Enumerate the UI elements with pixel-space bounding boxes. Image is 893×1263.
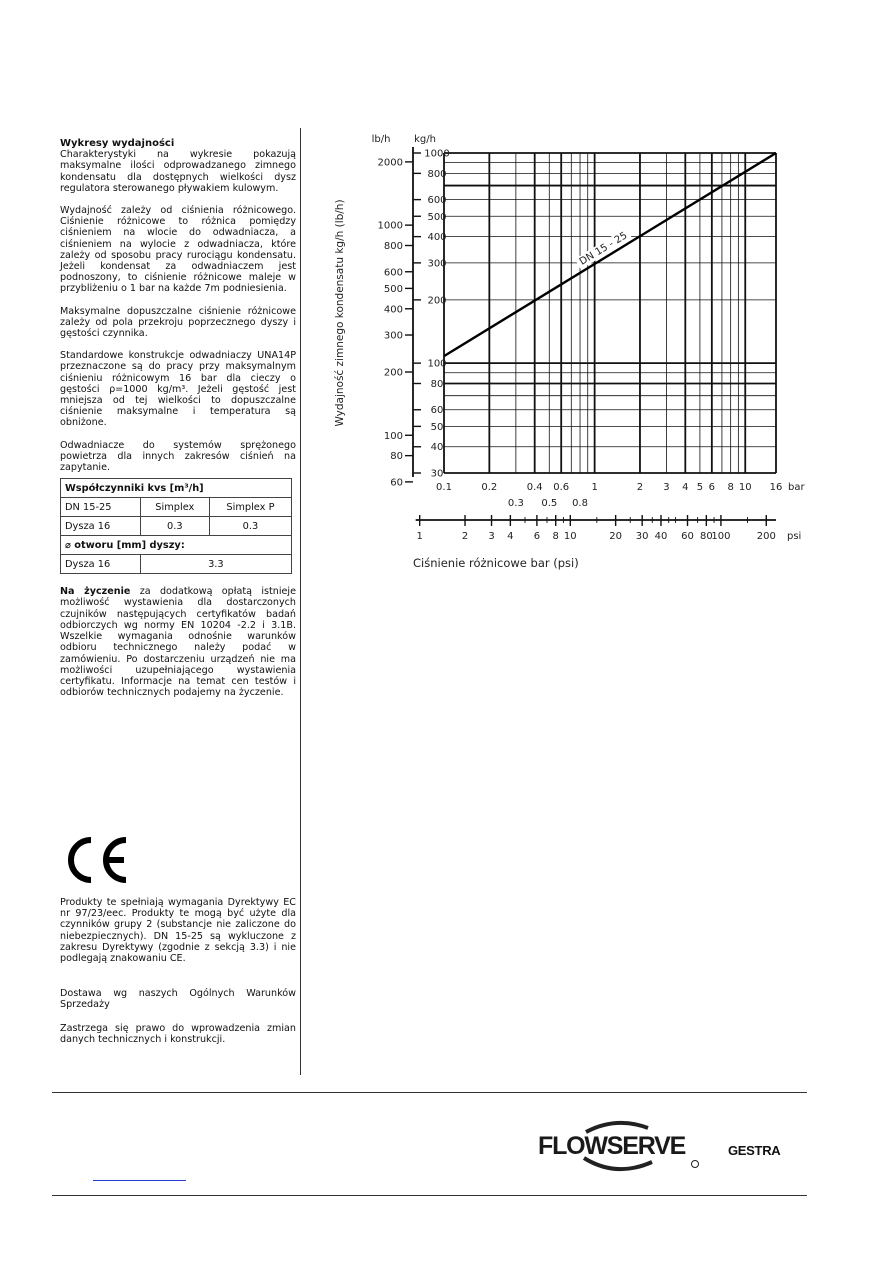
flowserve-wordmark: FLOWSERVE [538,1132,686,1160]
intro-text: Charakterystyki na wykresie pokazują maksymalne ilości odprowadzanego zimnego kondensatu dla dostępnych wielkości dysz regulatora sterowanego pływakiem kulowym. [60,149,296,194]
kgh-tick-label: 600 [427,195,447,207]
kgh-tick-label: 200 [427,295,447,307]
kv-simplex-value: 0.3 [140,517,209,536]
lbh-tick-label: 400 [383,304,403,316]
psi-tick-label: 10 [563,531,577,542]
psi-tick-label: 6 [533,531,541,542]
bar-tick-label: 0.2 [481,482,498,493]
psi-tick-label: 60 [681,531,694,542]
gestra-wordmark: GESTRA [728,1143,781,1158]
kgh-unit-label: kg/h [414,134,436,145]
kgh-tick-label: 40 [430,442,444,454]
series-line [444,153,776,356]
bar-tick-label: 0.6 [553,482,570,493]
delivery-text: Dostawa wg naszych Ogólnych Warunków Sprzedaży [60,988,296,1011]
bar-tick-label: 3 [663,482,670,493]
kgh-tick-label: 60 [430,405,444,417]
ce-text: Produkty te spełniają wymagania Dyrektywy EC nr 97/23/eec. Produkty te mogą być użyte dla czynników grupy 2 (substancje nie zaliczone do niebezpiecznych). DN 15-25 są wykluczone z zakresu Dyrektywy (zgodnie z sekcją 3.3) i nie podlegają znakowaniu CE. [60,897,296,965]
psi-tick-label: 3 [488,531,495,542]
psi-tick-label: 40 [654,531,668,542]
bar-tick-label: 10 [738,482,752,493]
chart-grid [405,147,776,526]
kgh-tick-label: 1000 [424,148,450,160]
lbh-tick-label: 60 [390,477,403,489]
bar-tick-label: 5 [696,482,704,493]
lbh-tick-label: 500 [383,283,403,295]
capacity-paragraph: Wydajność zależy od ciśnienia różnicowego. Ciśnienie różnicowe to różnica pomiędzy ciśnieniem na wlocie do odwadniacza, a ciśnieniem na wylocie z odwadniacza, które zależy od sposobu pracy rurociągu kondensatu. Jeżeli kondensat za odwadniaczem jest podnoszony, to ciśnienie różnicowe maleje w przybliżeniu o 1 bar na każde 7m podniesienia. [60,205,296,295]
request-bold: Na życzenie [60,586,131,598]
psi-tick-label: 100 [711,531,731,542]
kgh-tick-label: 50 [430,421,444,433]
lbh-tick-label: 100 [383,430,403,442]
compressed-air-paragraph: Odwadniacze do systemów sprężonego powietrza dla innych zakresów ciśnień na zapytanie. [60,439,296,474]
kv-col-simplex-p: Simplex P [209,498,291,517]
diameter-title: ⌀ otworu [mm] dyszy: [61,536,292,555]
request-paragraph [60,586,296,698]
lbh-tick-label: 300 [383,330,403,342]
capacity-chart [325,125,825,589]
kgh-tick-label: 500 [427,211,447,223]
psi-tick-label: 30 [635,531,649,542]
bar-tick-label: 4 [682,482,689,493]
psi-tick-label: 2 [461,531,469,542]
kgh-tick-label: 800 [427,168,447,180]
y-axis-title: Wydajność zimnego kondensatu kg/h (lb/h) [334,199,346,427]
series-label: DN 15 - 25 [577,230,630,268]
psi-tick-label: 200 [756,531,776,542]
intro-paragraph [60,138,296,194]
bar-tick-label: 8 [727,482,734,493]
bar-tick-label-lower: 0.5 [541,498,558,509]
bar-tick-label-lower: 0.3 [507,498,524,509]
kv-simplex-p-value: 0.3 [209,517,291,536]
chart-svg [325,125,825,585]
column-divider [300,128,301,1075]
section-title: Wykresy wydajności [60,138,175,149]
psi-tick-label: 1 [416,531,423,542]
kgh-tick-label: 30 [430,468,444,480]
request-text: za dodatkową opłatą istnieje możliwość wystawienia dla dostarczonych czujników następujących certyfikatów badań odbiorczych wg normy EN 10204 -2.2 i 3.1B. Wszelkie wymagania odnośnie warunków odbioru technicznego należy podać w zamówieniu. Po dostarczeniu urządzeń nie ma możliwości uzupełniającego wystawienia certyfikatu. Informacje na temat cen testów i odbiorów technicznych podajemy na życzenie. [60,586,296,699]
psi-tick-label: 8 [552,531,559,542]
kv-table [60,478,292,574]
kgh-tick-label: 80 [430,378,444,390]
psi-unit-label: psi [787,531,802,542]
psi-tick-label: 80 [699,531,713,542]
psi-tick-label: 20 [609,531,623,542]
lbh-tick-label: 200 [383,367,403,379]
bar-tick-label: 0.4 [526,482,543,493]
ce-mark-icon [62,834,130,890]
footer-top-rule [52,1092,807,1093]
kgh-tick-label: 300 [427,258,447,270]
lbh-tick-label: 80 [390,451,403,463]
kv-col-dn: DN 15-25 [61,498,141,517]
lbh-tick-label: 800 [383,241,403,253]
flowserve-logo [536,1118,706,1182]
x-axis-title: Ciśnienie różnicowe bar (psi) [413,556,579,570]
bar-tick-label: 6 [708,482,716,493]
reserve-text: Zastrzega się prawo do wprowadzenia zmian danych technicznych i konstrukcji. [60,1022,296,1045]
kgh-tick-label: 400 [427,232,447,244]
bar-tick-label: 2 [636,482,644,493]
psi-tick-label: 4 [507,531,514,542]
bar-tick-label: 0.1 [436,482,452,493]
chart-series-group [444,153,776,356]
standard-design-paragraph: Standardowe konstrukcje odwadniaczy UNA14P przeznaczone są do pracy przy maksymalnym ciśnieniu różnicowym 16 bar dla cieczy o gęstości ρ=1000 kg/m³. Jeżeli gęstość jest mniejsza od tej wielkości to dopuszczalne ciśnienie maksymalne i temperatura są obniżone. [60,350,296,429]
lbh-tick-label: 2000 [377,157,403,169]
max-pressure-paragraph: Maksymalne dopuszczalne ciśnienie różnicowe zależy od pola przekroju poprzecznego dyszy i gęstości czynnika. [60,305,296,340]
bar-tick-label: 16 [769,482,783,493]
footer-link-underline [93,1180,186,1181]
diameter-row-label: Dysza 16 [61,555,141,574]
lbh-tick-label: 1000 [377,220,403,232]
footer-bottom-rule [52,1195,807,1196]
kgh-tick-label: 100 [427,358,447,370]
lbh-unit-label: lb/h [371,134,391,145]
bar-unit-label: bar [788,482,805,493]
kv-row-label: Dysza 16 [61,517,141,536]
ce-section [60,897,296,1045]
left-column [60,138,296,709]
lbh-tick-label: 600 [383,267,403,279]
bar-tick-label-lower: 0.8 [572,498,588,509]
diameter-value: 3.3 [140,555,291,574]
bar-tick-label: 1 [591,482,598,493]
kv-table-title: Współczynniki kvs [m³/h] [61,479,292,498]
kv-col-simplex: Simplex [140,498,209,517]
